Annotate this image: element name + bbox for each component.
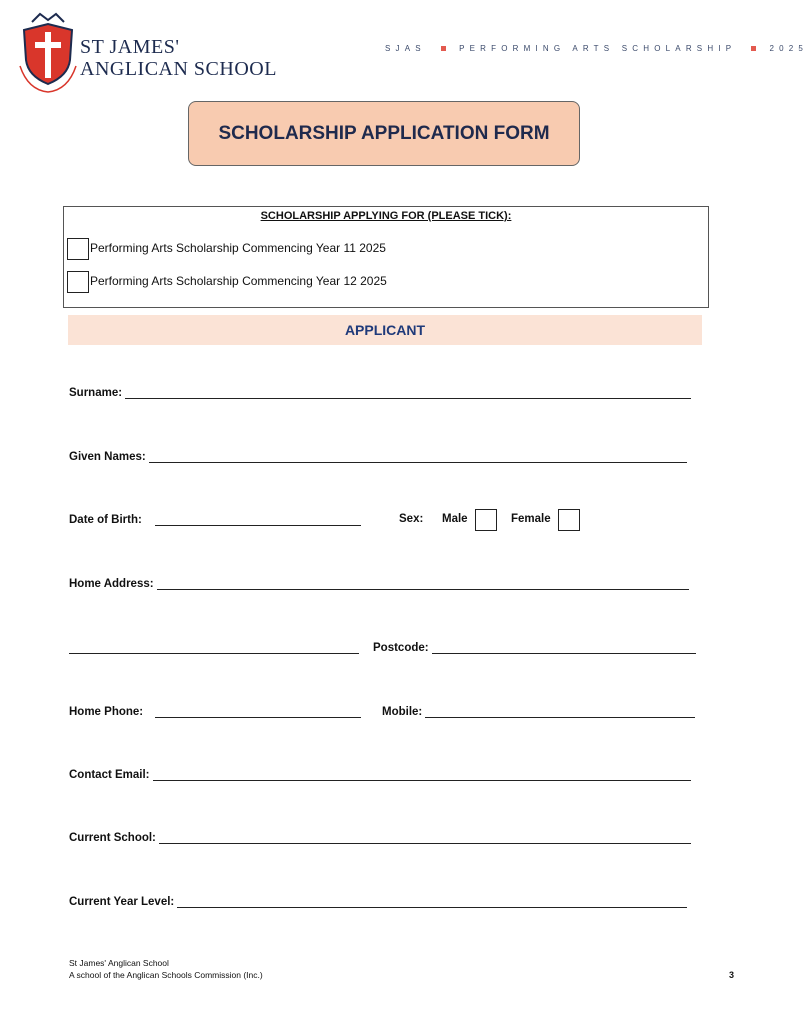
header-tagline — [385, 44, 808, 53]
given-names-label: Given Names: — [69, 451, 146, 463]
home-phone-label: Home Phone: — [69, 706, 144, 718]
postcode-label: Postcode: — [373, 642, 429, 654]
current-year-label: Current Year Level: — [69, 896, 175, 908]
female-option — [511, 513, 551, 525]
sex-label-field — [399, 513, 423, 525]
dob-field — [69, 513, 361, 526]
surname-label: Surname: — [69, 387, 123, 399]
home-address-input-line[interactable] — [157, 577, 689, 590]
postcode-field — [373, 641, 696, 654]
tagline-separator — [441, 46, 446, 51]
male-label: Male — [442, 513, 468, 525]
footer-line2: A school of the Anglican Schools Commission (Inc.) — [69, 970, 263, 980]
page-footer — [69, 957, 263, 981]
form-title: SCHOLARSHIP APPLICATION FORM — [218, 122, 550, 144]
tagline-program: PERFORMING ARTS SCHOLARSHIP — [459, 44, 737, 53]
female-label: Female — [511, 513, 551, 525]
sex-label: Sex: — [399, 513, 424, 525]
tagline-code: SJAS — [385, 44, 426, 53]
dob-input-line[interactable] — [155, 513, 361, 526]
school-name — [80, 36, 277, 80]
scholarship-selection-box — [63, 206, 709, 308]
form-title-box — [188, 101, 580, 166]
school-name-line2: ANGLICAN SCHOOL — [80, 58, 277, 80]
current-school-input-line[interactable] — [159, 831, 691, 844]
tagline-separator — [751, 46, 756, 51]
page-number: 3 — [729, 970, 735, 980]
school-crest-logo — [18, 12, 78, 92]
year12-checkbox[interactable] — [67, 271, 89, 293]
given-names-field — [69, 450, 687, 463]
postcode-input-line[interactable] — [432, 641, 696, 654]
school-name-line1: ST JAMES' — [80, 36, 180, 58]
year11-checkbox[interactable] — [67, 238, 89, 260]
surname-input-line[interactable] — [125, 386, 691, 399]
mobile-field — [382, 705, 695, 718]
year11-option-label: Performing Arts Scholarship Commencing Year 11 2025 — [90, 241, 386, 255]
given-names-input-line[interactable] — [149, 450, 687, 463]
current-year-field — [69, 895, 687, 908]
mobile-label: Mobile: — [382, 706, 423, 718]
tagline-year: 2025 — [769, 44, 808, 53]
address-line2-field — [69, 641, 359, 654]
current-school-field — [69, 831, 691, 844]
year12-option-label: Performing Arts Scholarship Commencing Year 12 2025 — [90, 274, 387, 288]
home-address-field — [69, 577, 689, 590]
contact-email-label: Contact Email: — [69, 769, 150, 781]
applicant-heading: APPLICANT — [344, 322, 426, 338]
contact-email-field — [69, 768, 691, 781]
male-option — [442, 513, 468, 525]
scholarship-heading: SCHOLARSHIP APPLYING FOR (PLEASE TICK): — [260, 210, 512, 222]
contact-email-input-line[interactable] — [153, 768, 691, 781]
home-phone-field — [69, 705, 361, 718]
home-address-label: Home Address: — [69, 578, 154, 590]
current-school-label: Current School: — [69, 832, 156, 844]
footer-line1: St James' Anglican School — [69, 958, 169, 968]
current-year-input-line[interactable] — [177, 895, 687, 908]
surname-field — [69, 386, 691, 399]
home-phone-input-line[interactable] — [155, 705, 361, 718]
male-checkbox[interactable] — [475, 509, 497, 531]
mobile-input-line[interactable] — [425, 705, 695, 718]
female-checkbox[interactable] — [558, 509, 580, 531]
applicant-section-header — [68, 315, 702, 345]
address-line2-input-line[interactable] — [69, 641, 359, 654]
dob-label: Date of Birth: — [69, 514, 142, 526]
